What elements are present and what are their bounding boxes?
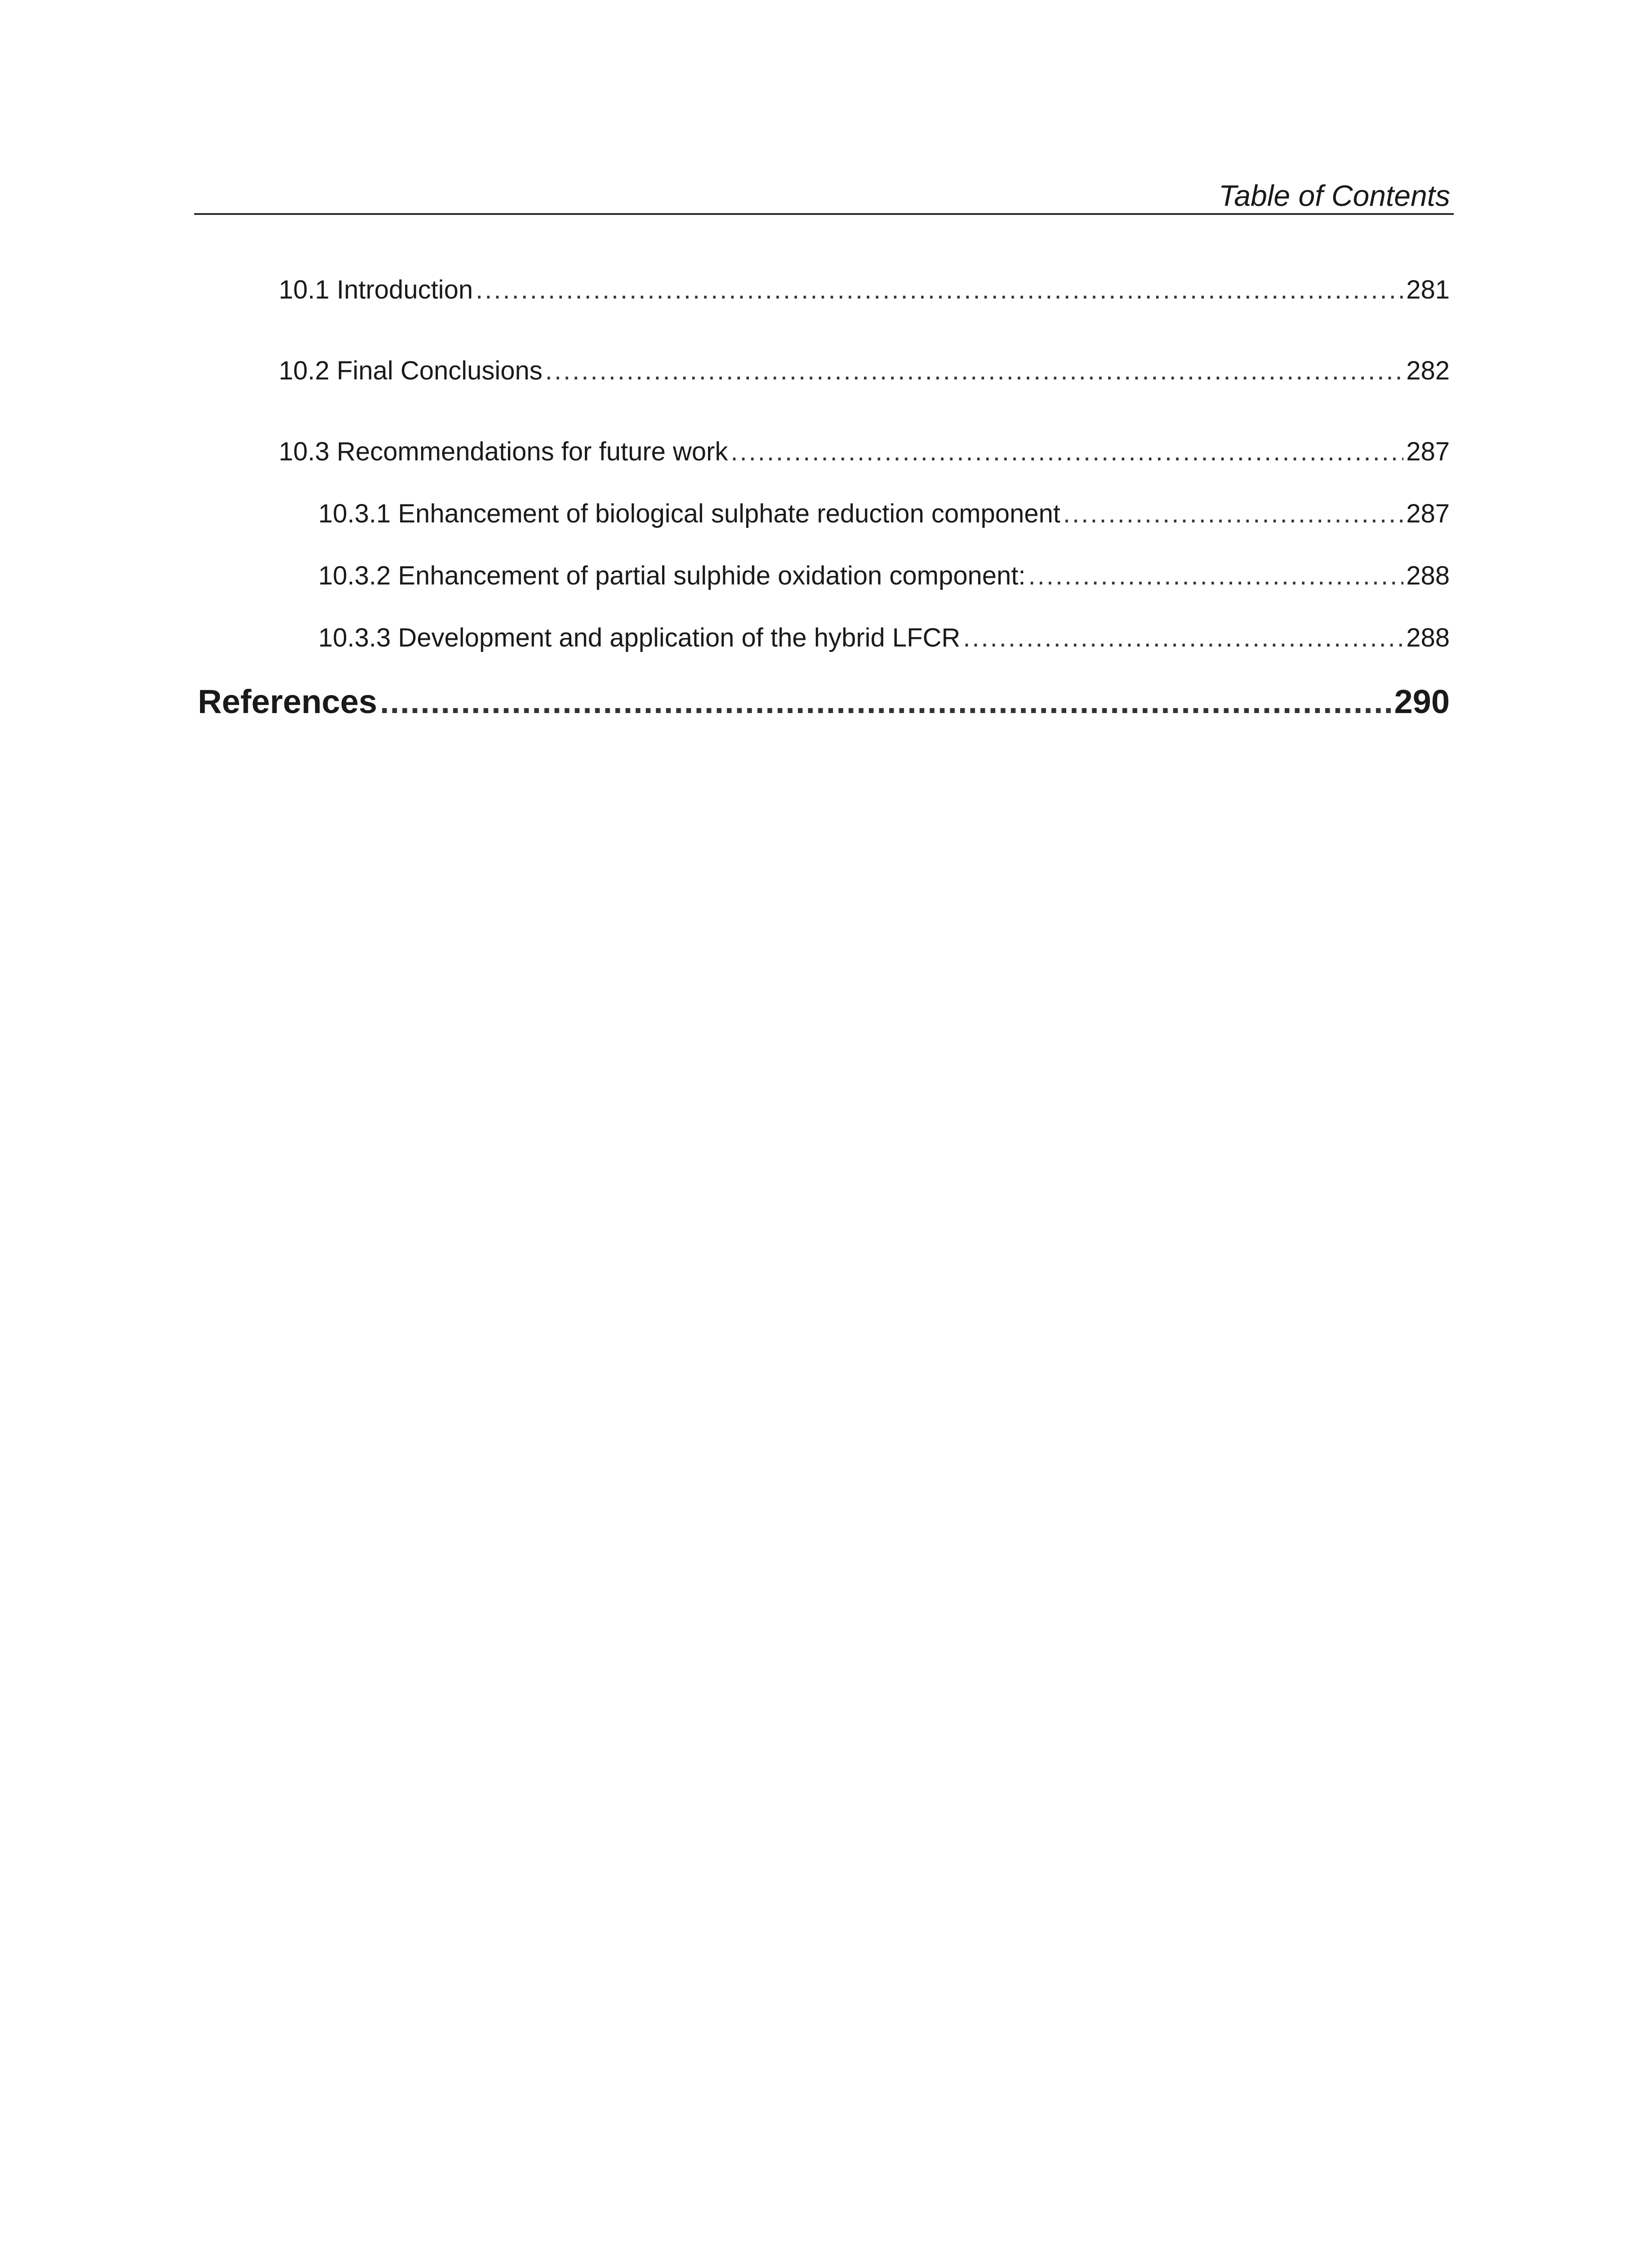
toc-dot-leader (963, 625, 1403, 651)
toc-page-number: 290 (1394, 683, 1450, 720)
toc-dot-leader (1029, 563, 1404, 589)
toc-page-number: 287 (1406, 437, 1450, 466)
toc-entry-label: References (198, 683, 378, 720)
toc-entry-final-conclusions[interactable] (279, 358, 1450, 384)
toc-page-number: 287 (1406, 499, 1450, 528)
toc-entry-recommendations[interactable] (279, 439, 1450, 465)
toc-entry-label: 10.1 Introduction (279, 275, 473, 304)
toc-dot-leader (380, 685, 1392, 718)
toc-entry-sulphide-oxidation[interactable] (318, 563, 1450, 589)
toc-entry-hybrid-lfcr[interactable] (318, 625, 1450, 651)
toc-entry-label: 10.3.1 Enhancement of biological sulphate reduction component (318, 499, 1060, 528)
toc-page-number: 288 (1406, 623, 1450, 652)
toc-entry-label: 10.3.3 Development and application of the hybrid LFCR (318, 623, 961, 652)
running-header (194, 167, 1454, 215)
toc-entry-introduction[interactable] (279, 277, 1450, 303)
toc-dot-leader (476, 277, 1403, 303)
toc-entry-sulphate-reduction[interactable] (318, 501, 1450, 527)
toc-entry-references[interactable] (198, 685, 1450, 718)
toc-entry-label: 10.2 Final Conclusions (279, 356, 543, 385)
toc-page-number: 281 (1406, 275, 1450, 304)
toc-page-number: 288 (1406, 561, 1450, 590)
toc-dot-leader (1063, 501, 1403, 527)
toc-entry-label: 10.3 Recommendations for future work (279, 437, 728, 466)
toc-dot-leader (730, 439, 1403, 465)
running-header-title: Table of Contents (1219, 179, 1450, 212)
toc-page-number: 282 (1406, 356, 1450, 385)
toc-entry-label: 10.3.2 Enhancement of partial sulphide oxidation component: (318, 561, 1026, 590)
toc-dot-leader (545, 358, 1403, 384)
